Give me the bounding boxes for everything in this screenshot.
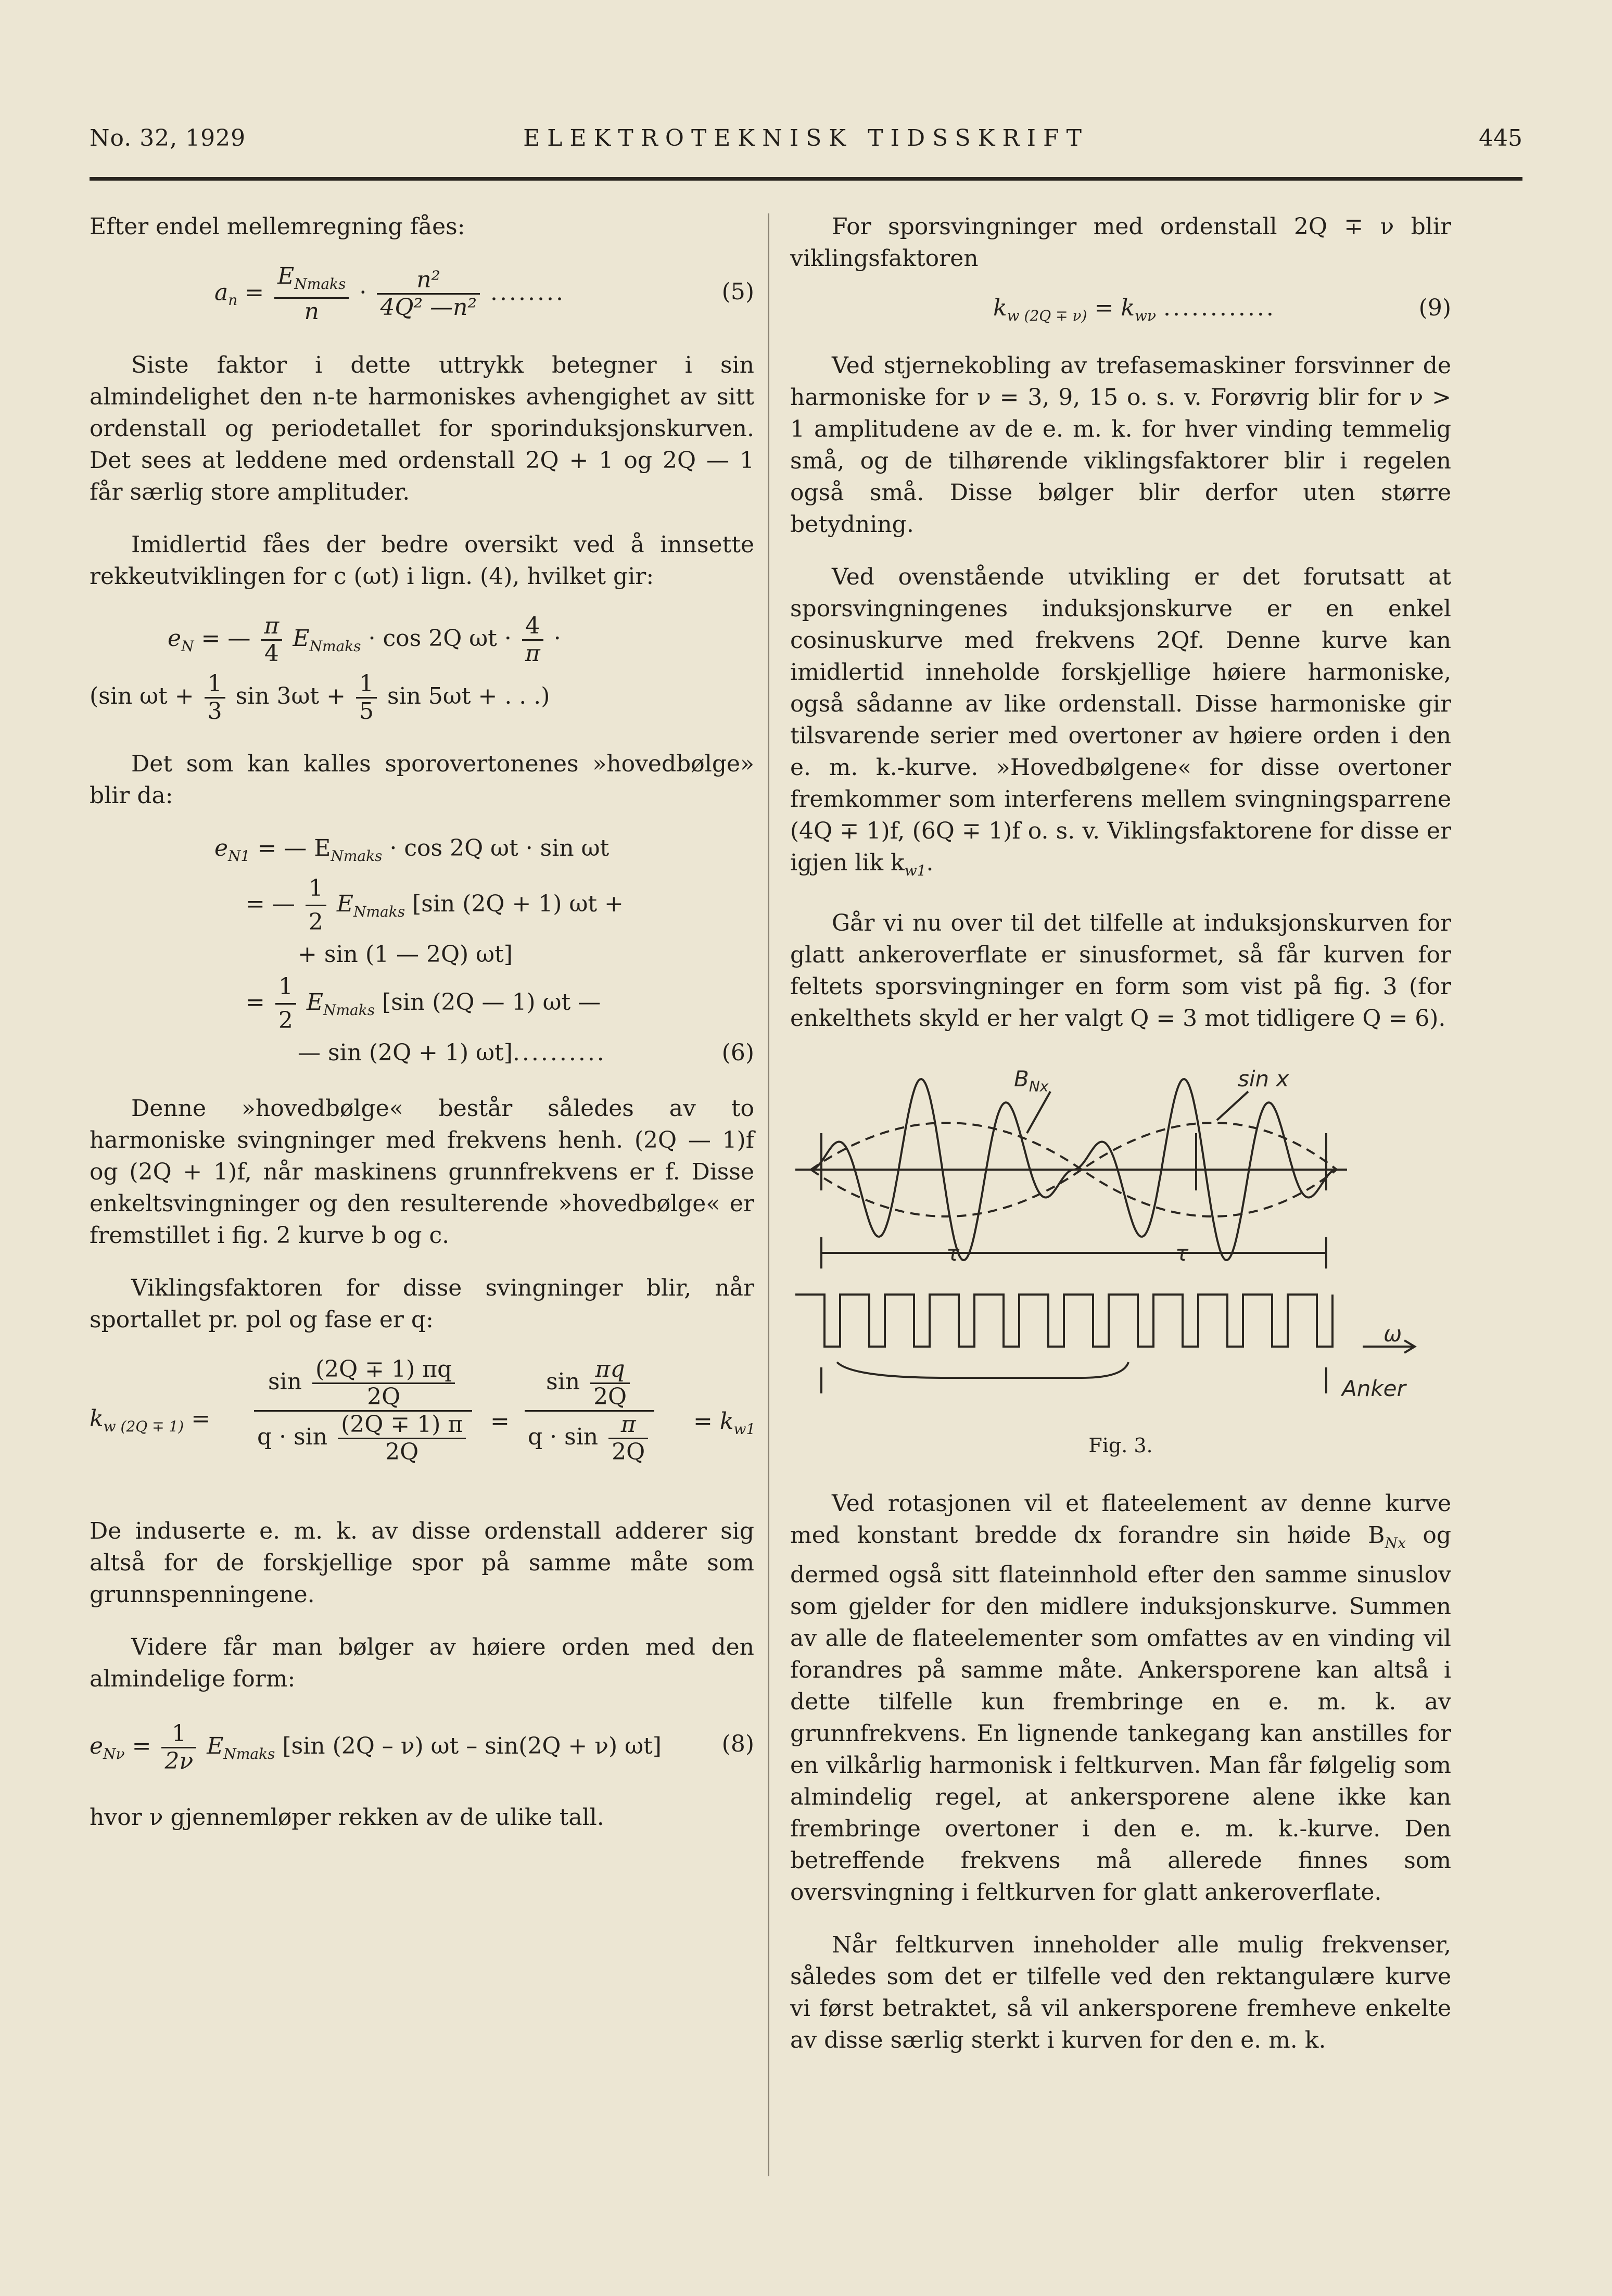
fraction: $\frac{4}{\pi}$: [522, 613, 543, 667]
paragraph: Videre får man bølger av høiere orden med den almindelige form:: [90, 1633, 754, 1692]
fraction: $\frac{1}{5}$: [356, 671, 377, 725]
paragraph: hvor ν gjennemløper rekken av de ulike tall.: [90, 1804, 604, 1831]
equation-number: (9): [1418, 295, 1451, 321]
label-anker: Anker: [1342, 1375, 1406, 1401]
armature-slots: [795, 1295, 1332, 1347]
paragraph: Ved stjernekobling av trefasemaskiner forsvinner de harmoniske for ν = 3, 9, 15 o. s. v. Forøvrig blir for ν > 1 amplitudene av de e. m. k. for hver vinding temmelig små, og de tilhørende viklingsfaktorer blir i regelen også små. Disse bølger blir derfor uten større betydning.: [790, 352, 1451, 538]
equation-5: $a_n$ = $\frac{E_{Nmaks}}{n}$ · $\frac{\text{n²}}{\text{4Q² —n²}}$ ........ (5): [214, 263, 754, 325]
fraction: $\frac{E_{Nmaks}}{n}$: [274, 263, 349, 325]
page-number: 445: [1479, 125, 1522, 151]
header-rule: [90, 177, 1522, 181]
fraction: $\frac{1}{3}$: [205, 671, 225, 725]
fraction: $\frac{\pi}{4}$: [261, 613, 282, 667]
label-bnx: $B_{Nx}$: [1014, 1065, 1049, 1095]
paragraph: De induserte e. m. k. av disse ordenstall adderer sig altså for de forskjellige spor på samme måte som grunnspenningene.: [90, 1517, 754, 1608]
envelope-upper: [811, 1123, 1337, 1170]
equation-series: $e_N$ = — $\frac{\pi}{4}$ $E_{Nmaks} \cdot \cos 2Q$ ωt · $\frac{4}{\pi}$ · (sin ωt + $\frac{1}{3}$ sin 3ωt + $\frac{1}{5}$ sin 5ωt + . . .): [90, 613, 561, 725]
left-column: [90, 211, 754, 1854]
paragraph: Viklingsfaktoren for disse svingninger blir, når sportallet pr. pol og fase er q:: [90, 1274, 754, 1333]
fraction: $\frac{1}{2\nu}$: [161, 1721, 196, 1774]
label-tau-2: τ: [1175, 1240, 1189, 1266]
label-sin-x: sin x: [1238, 1065, 1289, 1092]
fraction: sin $\frac{(2Q \mp 1) \pi q}{2Q}$ q · sin $\frac{(2Q \mp 1) \pi}{2Q}$: [254, 1356, 472, 1465]
figure-caption: Fig. 3.: [1088, 1434, 1153, 1457]
paragraph: Siste faktor i dette uttrykk betegner i sin almindelighet den n-te harmoniskes avhengighet av sitt ordenstall og periodetallet for sporinduksjonskurven. Det sees at leddene med ordenstall 2Q + 1 og 2Q — 1 får særlig store amplituder.: [90, 352, 754, 505]
fraction: sin $\frac{\pi q}{2Q}$ q · sin $\frac{\pi}{2Q}$: [525, 1356, 654, 1465]
fraction: $\frac{1}{2}$: [275, 971, 296, 1037]
paragraph: For sporsvingninger med ordenstall 2Q ∓ ν blir viklingsfaktoren: [790, 213, 1451, 272]
label-tau-1: τ: [946, 1240, 960, 1266]
column-divider: [768, 213, 769, 2176]
fraction: $\frac{1}{2}$: [306, 872, 326, 938]
equation-8: $e_{N\nu}$ = $\frac{1}{2\nu}$ $E_{Nmaks}$ [sin (2Q – ν) ωt – sin(2Q + ν) ωt] (8): [90, 1720, 754, 1774]
intro-paragraph: Efter endel mellemregning fåes:: [90, 213, 465, 240]
label-omega: ω: [1383, 1321, 1402, 1347]
journal-title: ELEKTROTEKNISK TIDSSKRIFT: [523, 125, 1089, 151]
right-column: [790, 211, 1451, 2077]
figure-3: [790, 1055, 1451, 1430]
slot-brace: [837, 1362, 1128, 1378]
equation-winding-factor: $k_{w (2Q \mp 1)}$ = sin $\frac{(2Q \mp 1) \pi q}{2Q}$ q · sin $\frac{(2Q \mp 1) \pi}{2Q}$ = sin $\frac{\pi q}{2Q}$ q · sin $\frac{\pi}{2Q}$ = $k_{w1}$: [90, 1355, 756, 1465]
paragraph: Ved ovenstående utvikling er det forutsatt at sporsvingningenes induksjonskurve er en enkel cosinuskurve med frekvens 2Qf. Denne kurve kan imidlertid inneholde forskjellige høiere harmoniske, også sådanne av like ordenstall. Disse harmoniske gir tilsvarende serier med overtoner av høiere orden i den e. m. k.-kurve. »Hovedbølgene« for disse overtoner fremkommer som interferens mellem svingningsparrene (4Q ∓ 1)f, (6Q ∓ 1)f o. s. v. Viklingsfaktorene for disse er igjen lik $k_{w1}$.: [790, 564, 1451, 879]
paragraph: Går vi nu over til det tilfelle at induksjonskurven for glatt ankeroverflate er sinusformet, så får kurven for feltets sporsvingninger en form som vist på fig. 3 (for enkelthets skyld er her valgt Q = 3 mot tidligere Q = 6).: [790, 909, 1451, 1032]
equation-6: $e_{N1}$ = — $E_{Nmaks} \cdot \cos 2Q$ ωt · sin ωt = — $\frac{1}{2}$ $E_{Nmaks}$ [sin (2Q + 1) ωt + + sin (1 — 2Q) ωt] = $\frac{1}{2}$ $E_{Nmaks}$ [sin (2Q — 1) ωt — — sin (2Q + 1) ωt].......... (6): [90, 832, 754, 1069]
issue-number: No. 32, 1929: [90, 125, 246, 151]
equation-number: (6): [721, 1039, 754, 1066]
paragraph: Når feltkurven inneholder alle mulig frekvenser, således som det er tilfelle ved den rektangulære kurve vi først betraktet, så vil ankersporene fremheve enkelte av disse særlig sterkt i kurven for den e. m. k.: [790, 1931, 1451, 2053]
paragraph: Ved rotasjonen vil et flateelement av denne kurve med konstant bredde dx forandre sin høide $B_{Nx}$ og dermed også sitt flateinnhold efter den samme sinuslov som gjelder for den midlere induksjonskurve. Summen av alle de flateelementer som omfattes av en vinding vil forandres på samme måte. Ankersporene kan altså i dette tilfelle kun frembringe en e. m. k. av grunnfrekvens. En lignende tankegang kan anstilles for en vilkårlig harmonisk i feltkurven. Man får følgelig som almindelig regel, at ankersporene alene ikke kan frembringe overtoner i den e. m. k.-kurve. Den betreffende frekvens må allerede finnes som oversvingning i feltkurven for glatt ankeroverflate.: [790, 1490, 1451, 1906]
fraction: $\frac{\text{n²}}{\text{4Q² —n²}}$: [377, 267, 480, 321]
paragraph: Det som kan kalles sporovertonenes »hovedbølge» blir da:: [90, 751, 754, 809]
envelope-lower: [811, 1170, 1337, 1216]
equation-9: $k_{w (2Q \mp \nu)} = k_{w\nu}$ ............ (9): [993, 295, 1451, 324]
equation-number: (8): [721, 1730, 754, 1757]
paragraph: Denne »hovedbølge« består således av to harmoniske svingninger med frekvens henh. (2Q — 1)f og (2Q + 1)f, når maskinens grunnfrekvens er f. Disse enkeltsvingninger og den resulterende »hovedbølge« er fremstillet i fig. 2 kurve b og c.: [90, 1095, 754, 1249]
equation-number: (5): [721, 278, 754, 305]
paragraph: Imidlertid fåes der bedre oversikt ved å innsette rekkeutviklingen for c (ωt) i lign. (4), hvilket gir:: [90, 531, 754, 590]
running-header: [90, 125, 1522, 156]
